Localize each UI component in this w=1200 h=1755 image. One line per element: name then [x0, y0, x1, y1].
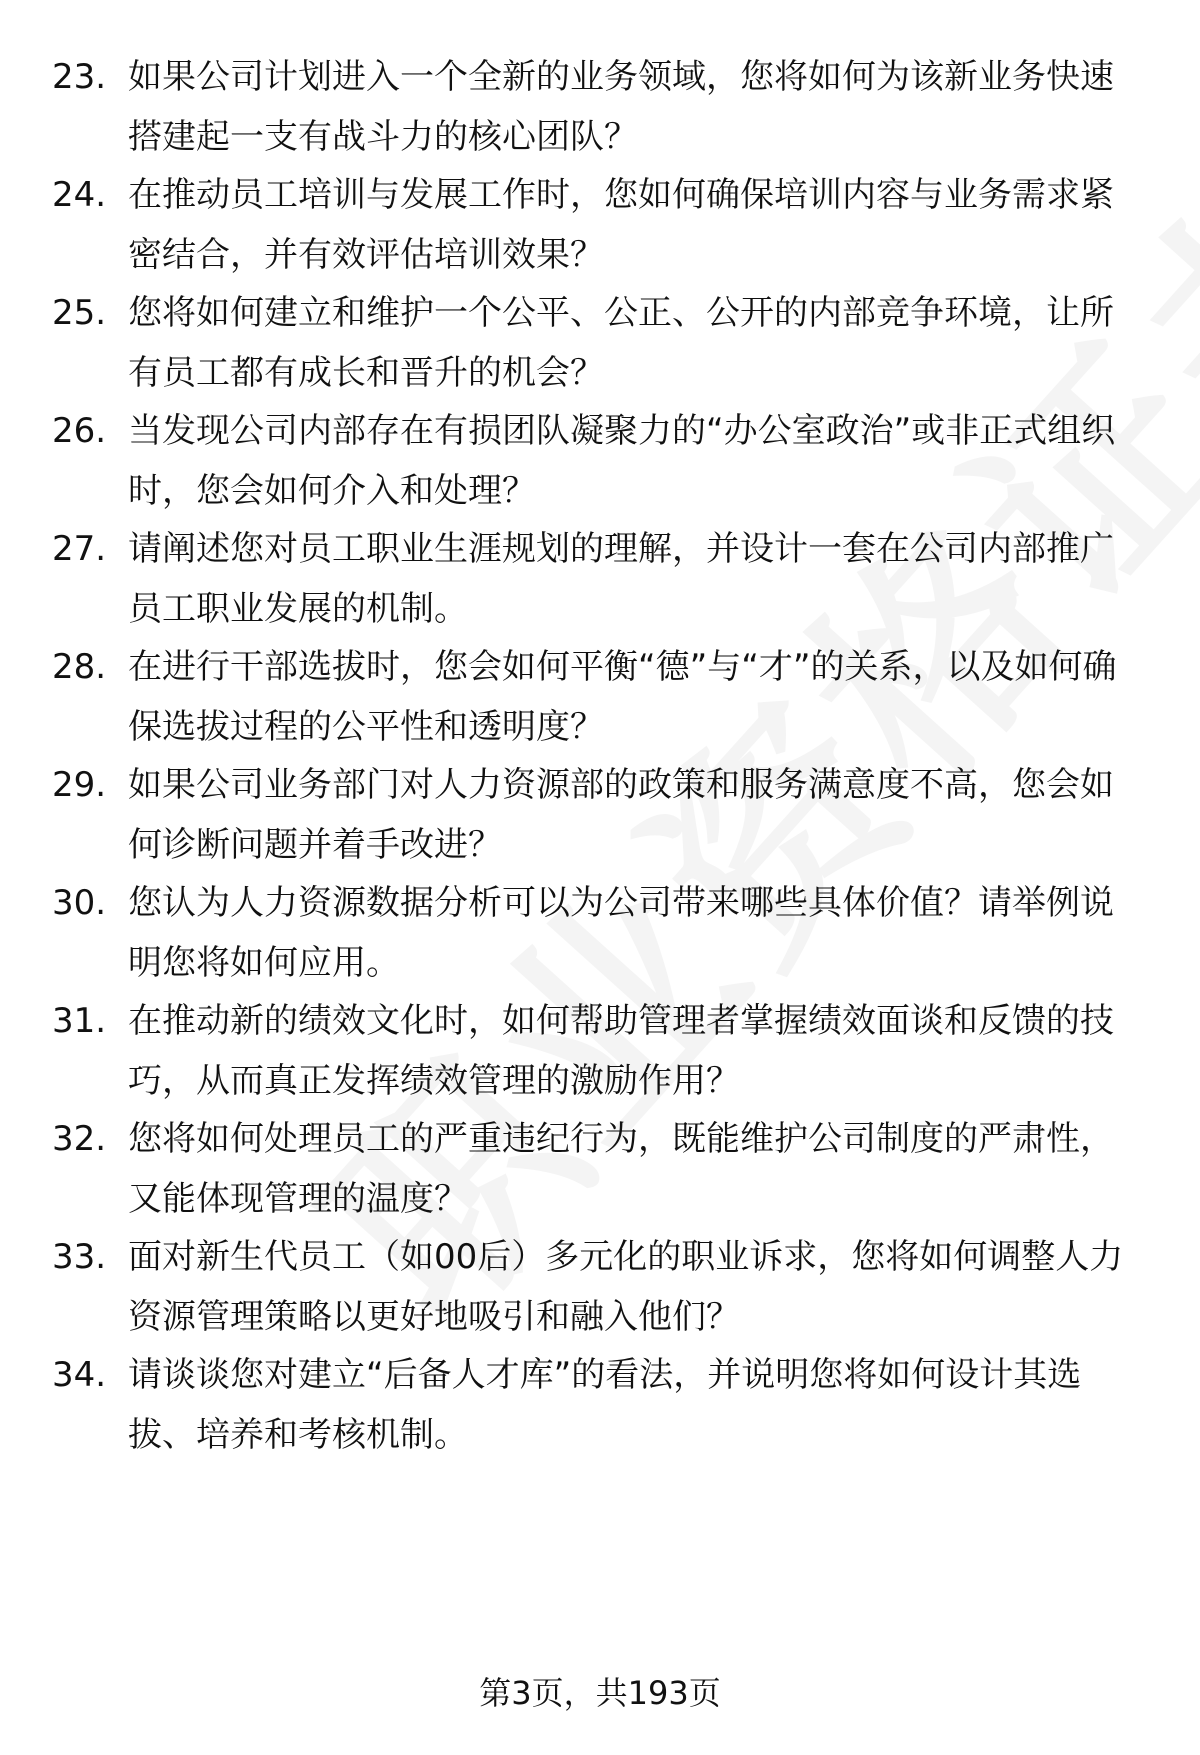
question-text: 在推动员工培训与发展工作时，您如何确保培训内容与业务需求紧密结合，并有效评估培训效果？: [128, 175, 1114, 275]
question-item: [0, 755, 1200, 875]
question-item: [0, 401, 1200, 521]
question-number: 32.: [52, 1119, 107, 1159]
question-number: 33.: [52, 1237, 107, 1277]
question-number: 34.: [52, 1355, 107, 1395]
question-number: 28.: [52, 647, 107, 687]
question-text: 您将如何建立和维护一个公平、公正、公开的内部竞争环境，让所有员工都有成长和晋升的机会？: [128, 293, 1114, 393]
question-text: 请谈谈您对建立“后备人才库”的看法，并说明您将如何设计其选拔、培养和考核机制。: [128, 1355, 1082, 1455]
question-item: [0, 519, 1200, 639]
question-text: 请阐述您对员工职业生涯规划的理解，并设计一套在公司内部推广员工职业发展的机制。: [128, 529, 1114, 629]
question-number: 31.: [52, 1001, 107, 1041]
question-item: [0, 165, 1200, 285]
question-item: [0, 283, 1200, 403]
page-number-text: 第3页，共193页: [479, 1674, 721, 1712]
question-text: 您认为人力资源数据分析可以为公司带来哪些具体价值？请举例说明您将如何应用。: [128, 883, 1114, 983]
question-item: [0, 991, 1200, 1111]
question-text: 面对新生代员工（如00后）多元化的职业诉求，您将如何调整人力资源管理策略以更好地吸引和融入他们？: [128, 1237, 1124, 1337]
question-item: [0, 637, 1200, 757]
question-text: 当发现公司内部存在有损团队凝聚力的“办公室政治”或非正式组织时，您会如何介入和处理？: [128, 411, 1116, 511]
question-text: 在进行干部选拔时，您会如何平衡“德”与“才”的关系，以及如何确保选拔过程的公平性和透明度？: [128, 647, 1117, 747]
question-item: [0, 1109, 1200, 1229]
question-text: 如果公司业务部门对人力资源部的政策和服务满意度不高，您会如何诊断问题并着手改进？: [128, 765, 1114, 865]
question-item: [0, 1345, 1200, 1465]
question-text: 如果公司计划进入一个全新的业务领域，您将如何为该新业务快速搭建起一支有战斗力的核心团队？: [128, 57, 1114, 157]
question-text: 在推动新的绩效文化时，如何帮助管理者掌握绩效面谈和反馈的技巧，从而真正发挥绩效管理的激励作用？: [128, 1001, 1114, 1101]
question-text: 您将如何处理员工的严重违纪行为，既能维护公司制度的严肃性，又能体现管理的温度？: [128, 1119, 1114, 1219]
question-number: 30.: [52, 883, 107, 923]
question-item: [0, 873, 1200, 993]
question-number: 27.: [52, 529, 107, 569]
question-number: 23.: [52, 57, 107, 97]
question-item: [0, 47, 1200, 167]
question-number: 26.: [52, 411, 107, 451]
page-footer: [0, 1668, 1200, 1718]
question-number: 24.: [52, 175, 107, 215]
question-number: 29.: [52, 765, 107, 805]
question-item: [0, 1227, 1200, 1347]
question-number: 25.: [52, 293, 107, 333]
